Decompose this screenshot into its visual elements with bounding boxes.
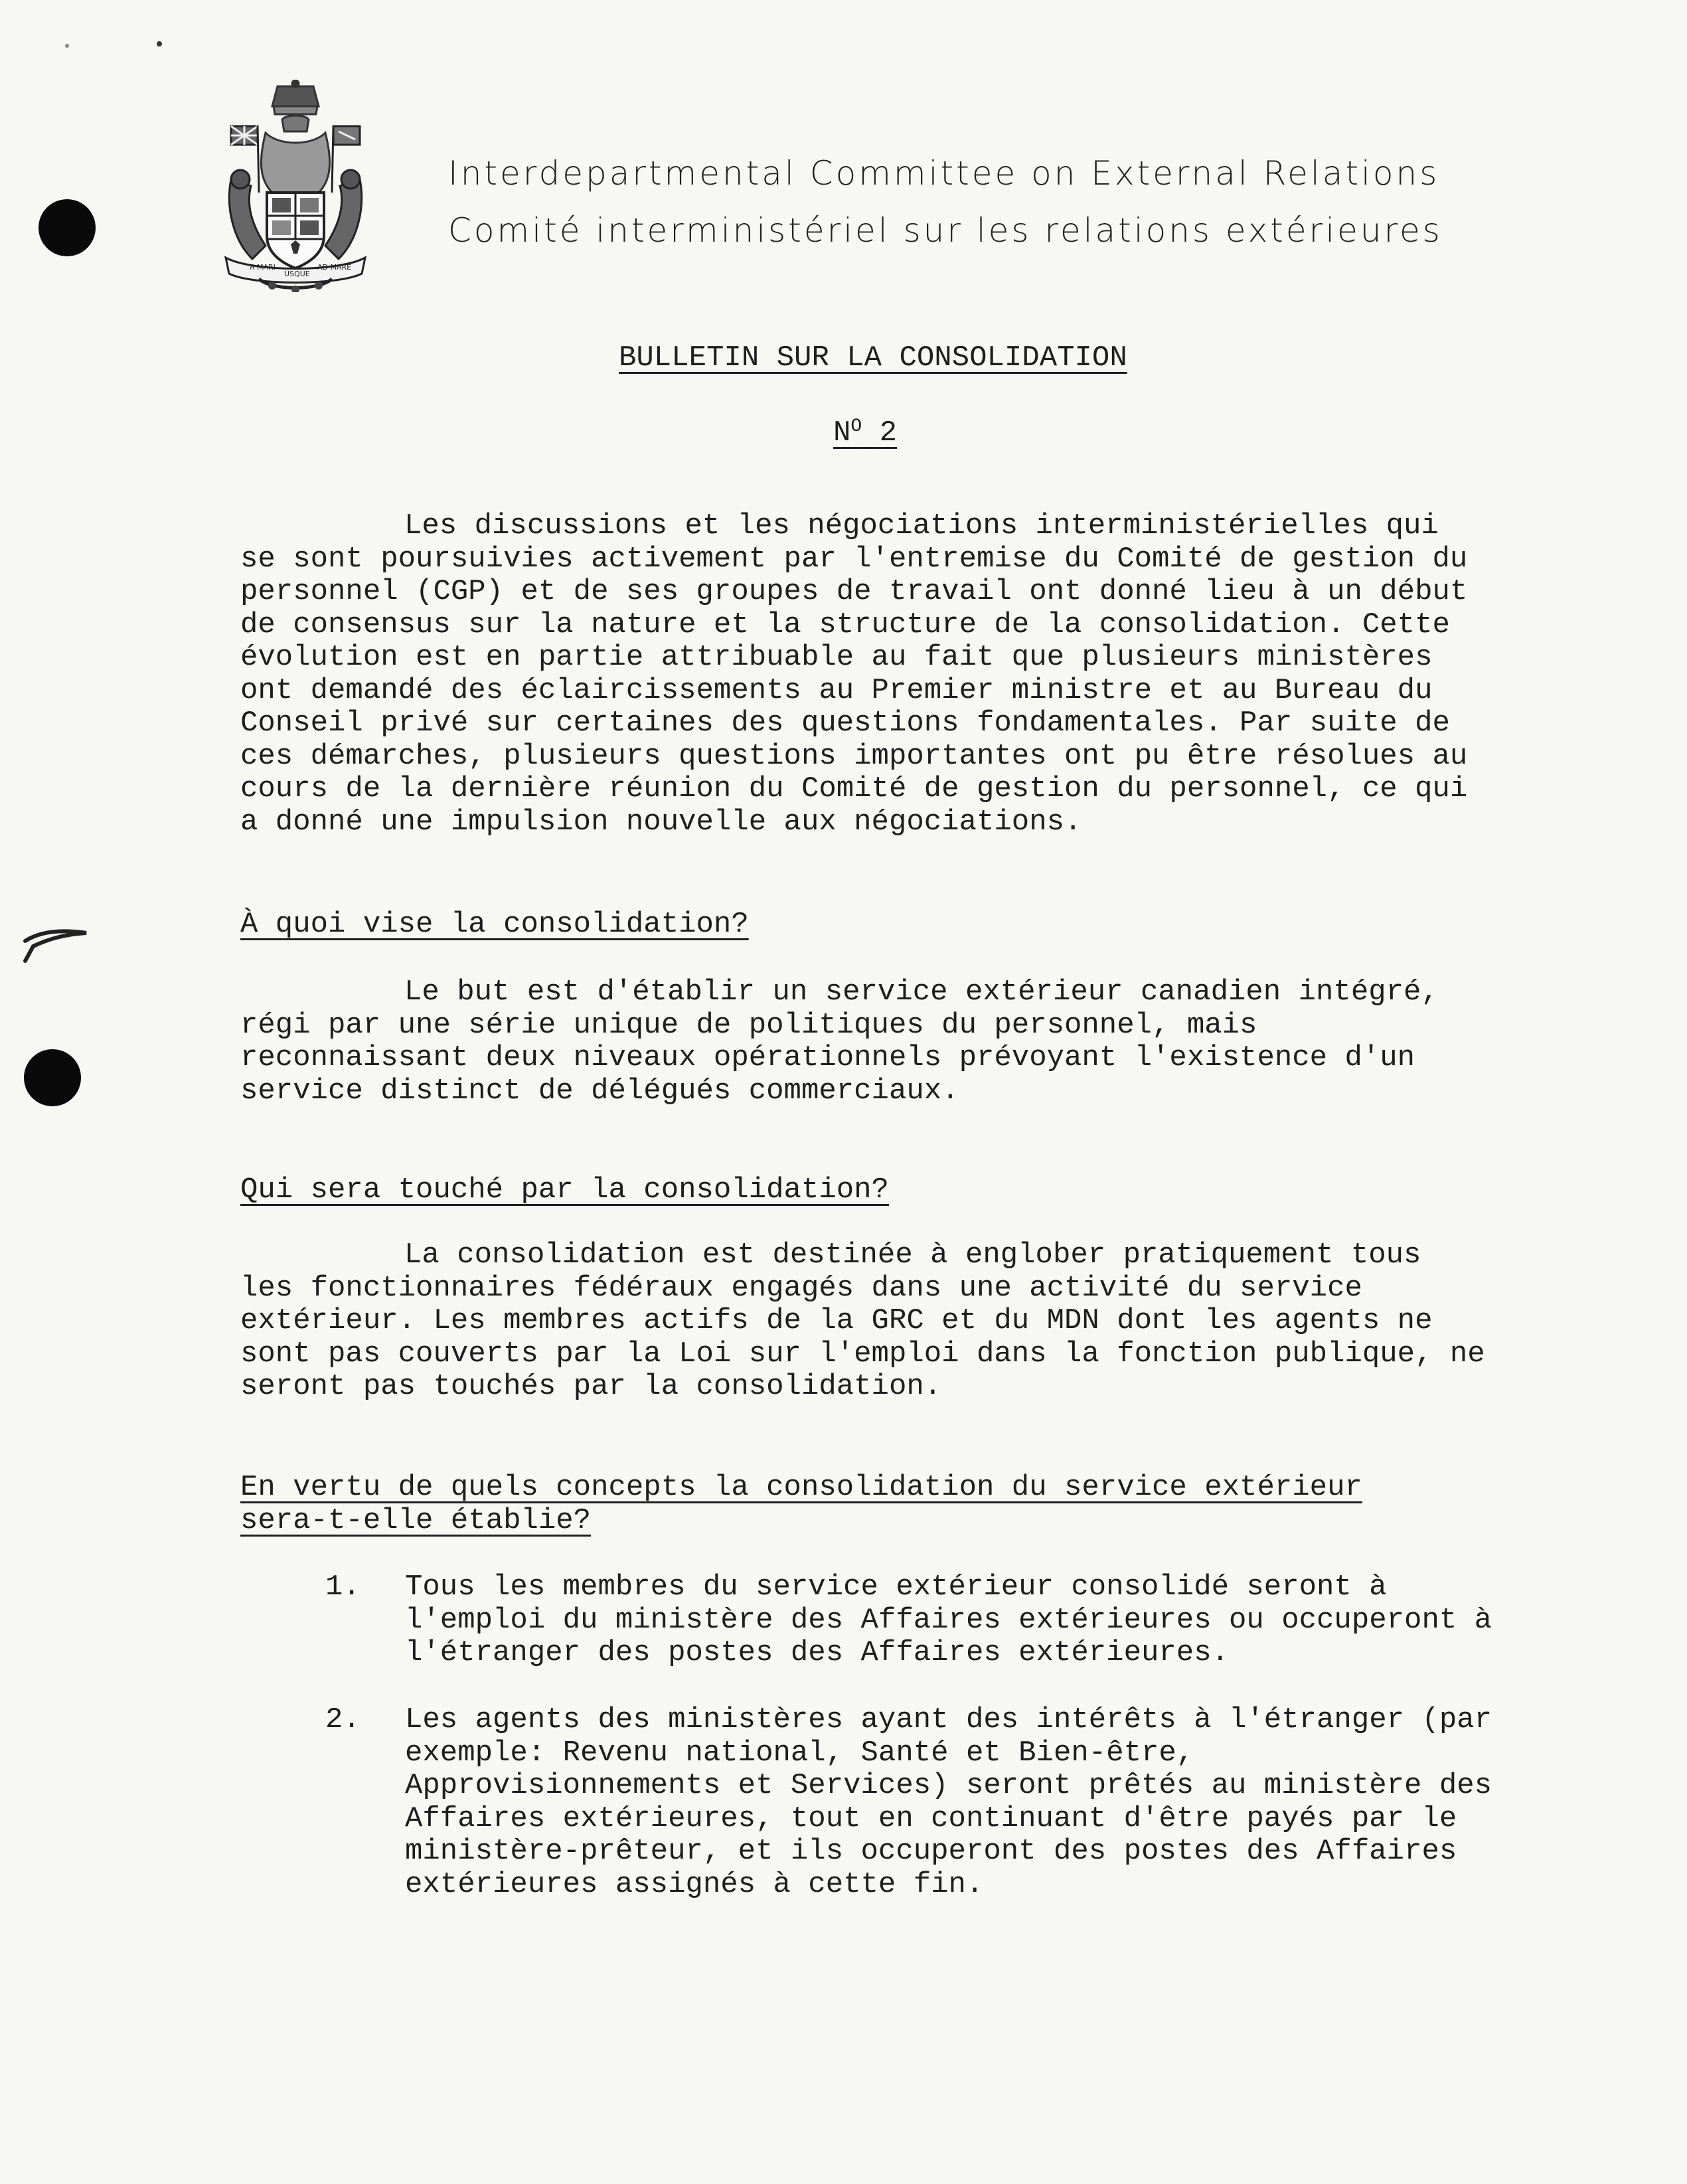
list-item-text: Tous les membres du service extérieur consolidé seront à l'emploi du ministère des Affaires extérieures ou occuperont à l'étranger des postes des Affaires extérieures. — [405, 1570, 1492, 1669]
list-item-number: 1. — [325, 1570, 361, 1604]
number-superscript: O — [850, 416, 862, 437]
crest-motto-left: A MARI — [250, 263, 276, 272]
scan-speck — [65, 44, 69, 48]
canada-coat-of-arms-seal — [219, 80, 372, 292]
list-item-text: Les agents des ministères ayant des intérêts à l'étranger (par exemple: Revenu national, Santé et Bien-être, Approvisionnements et Services) seront prêtés au ministère des Affaires extérieures, tout en continuant d'être payés par le ministère-prêteur, et ils occuperont des postes des Affaires extérieures assignés à cette fin. — [405, 1703, 1492, 1901]
section-heading-concepts: En vertu de quels concepts la consolidation du service extérieur sera-t-elle établie? — [240, 1471, 1362, 1537]
committee-name-french: Comité interministériel sur les relations extérieures — [448, 211, 1443, 250]
section-body-purpose: Le but est d'établir un service extérieur canadien intégré, régi par une série unique de politiques du personnel, mais reconnaissant deux niveaux opérationnels prévoyant l'existence d'un service distinct de délégués commerciaux. — [240, 975, 1439, 1108]
punch-hole-top — [39, 199, 96, 256]
document-title: BULLETIN SUR LA CONSOLIDATION — [619, 341, 1127, 375]
committee-name-english: Interdepartmental Committee on External Relations — [448, 154, 1440, 193]
list-item-number: 2. — [325, 1703, 361, 1736]
number-value: 2 — [879, 416, 898, 450]
number-prefix: N — [833, 416, 851, 450]
section-body-affected: La consolidation est destinée à englober pratiquement tous les fonctionnaires fédéraux engagés dans une activité du service extérieur. Les membres actifs de la GRC et du MDN dont les agents ne sont pas couverts par la Loi sur l'emploi dans la fonction publique, ne seront pas touchés par la consolidation. — [240, 1238, 1485, 1403]
scan-mark — [20, 920, 93, 966]
crest-motto-right: AD MARE — [317, 263, 352, 272]
intro-paragraph: Les discussions et les négociations interministérielles qui se sont poursuivies activement par l'entremise du Comité de gestion du personnel (CGP) et de ses groupes de travail ont donné lieu à un début de consensus sur la nature et la structure de la consolidation. Cette évolution est en partie attribuable au fait que plusieurs ministères ont demandé des éclaircissements au Premier ministre et au Bureau du Conseil privé sur certaines des questions fondamentales. Par suite de ces démarches, plusieurs questions importantes ont pu être résolues au cours de la dernière réunion du Comité de gestion du personnel, ce qui a donné une impulsion nouvelle aux négociations. — [240, 509, 1468, 839]
section-heading-purpose: À quoi vise la consolidation? — [240, 908, 749, 941]
section-heading-affected: Qui sera touché par la consolidation? — [240, 1173, 889, 1207]
bulletin-number — [833, 410, 897, 450]
punch-hole-middle — [24, 1049, 81, 1106]
scan-speck — [157, 41, 162, 46]
crest-motto-center: USQUE — [284, 270, 310, 278]
